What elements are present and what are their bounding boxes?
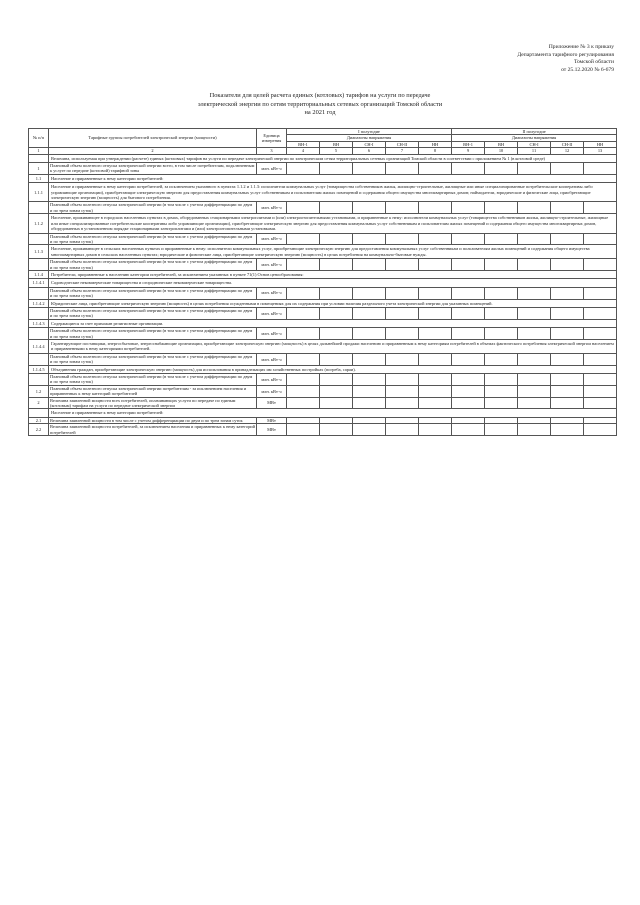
section-text: Население, проживающее в городских населенных пунктах в домах, оборудованных стационарными электроплитами и (или) электроотопительными установками, и приравненные к нему: исполнители коммунальных услуг (товарищества собственников жилья, жилищно-строительные, жилищные или иные специализированные потребительские кооперативы либо управляющие организации), приобретающие электрическую энергию для предоставления коммунальных услуг собственникам и пользователям жилых помещений и содержания общего имущества многоквартирных домов, оборудованных в установленном порядке стационарными электроплитами и (или) электроотопительными установками.	[49, 214, 617, 233]
value-cell	[518, 259, 551, 271]
row-label: Плановый объем полезного отпуска электрической энергии всего, в том числе потребителям, подключенным к услуге по передаче (котловой) тарифной зоны	[49, 163, 257, 175]
section-text: Население и приравненные к нему категории потребителей:	[49, 174, 617, 182]
value-cell	[386, 307, 419, 319]
approval-line-2: Департамента тарифного регулирования	[517, 51, 614, 58]
value-cell	[353, 328, 386, 340]
value-cell	[485, 385, 518, 397]
value-cell	[419, 424, 452, 436]
value-cell	[320, 233, 353, 245]
value-cell	[518, 287, 551, 299]
value-cell	[584, 374, 617, 386]
value-cell	[287, 307, 320, 319]
table-row	[29, 397, 617, 409]
row-unit: млн. кВт·ч	[257, 374, 287, 386]
row-label: Плановый объем полезного отпуска электрической энергии (в том числе с учетом дифференциации по двум и по трем зонам суток)	[49, 353, 257, 365]
header-colnum-cell: 12	[551, 148, 584, 154]
row-unit: МВт	[257, 424, 287, 436]
row-label: Плановый объем полезного отпуска электрической энергии (в том числе с учетом дифференциации по двум и по трем зонам суток)	[49, 307, 257, 319]
value-cell	[584, 307, 617, 319]
header-level-cell: СН-II	[386, 141, 419, 147]
value-cell	[419, 397, 452, 409]
row-label: Плановый объем полезного отпуска электрической энергии (в том числе с учетом дифференциации по двум и по трем зонам суток)	[49, 374, 257, 386]
header-colnum-cell: 1	[29, 148, 49, 154]
value-cell	[353, 287, 386, 299]
header-level-cell: СН-I	[518, 141, 551, 147]
value-cell	[386, 353, 419, 365]
approval-block	[464, 44, 614, 74]
row-number: 2	[29, 397, 49, 409]
value-cell	[452, 424, 485, 436]
value-cell	[584, 385, 617, 397]
title-line-1: Показатели для целей расчета единых (котловых) тарифов на услуги по передаче	[209, 92, 431, 99]
value-cell	[320, 307, 353, 319]
value-cell	[452, 287, 485, 299]
value-cell	[551, 385, 584, 397]
value-cell	[287, 385, 320, 397]
row-number: 1.1.3	[29, 245, 49, 259]
header-unit: Единица измерения	[257, 129, 287, 148]
section-text: Содержащиеся за счет прихожан религиозные организации.	[49, 319, 617, 327]
section-row	[29, 270, 617, 278]
table-row	[29, 259, 617, 271]
header-colnum-cell: 13	[584, 148, 617, 154]
tariff-table-body	[29, 129, 617, 436]
value-cell	[485, 353, 518, 365]
row-unit: млн. кВт·ч	[257, 287, 287, 299]
value-cell	[584, 328, 617, 340]
section-row	[29, 299, 617, 307]
value-cell	[584, 163, 617, 175]
row-unit: млн. кВт·ч	[257, 202, 287, 214]
value-cell	[386, 385, 419, 397]
value-cell	[320, 385, 353, 397]
header-colnum-cell: 7	[386, 148, 419, 154]
value-cell	[551, 202, 584, 214]
header-colnum-cell: 11	[518, 148, 551, 154]
value-cell	[320, 287, 353, 299]
value-cell	[452, 385, 485, 397]
value-cell	[353, 397, 386, 409]
value-cell	[551, 353, 584, 365]
row-unit: млн. кВт·ч	[257, 163, 287, 175]
section-row	[29, 340, 617, 354]
header-level-cell: ВН-1	[287, 141, 320, 147]
approval-line-4: от 25.12.2020 № 6-679	[561, 66, 614, 73]
section-row	[29, 183, 617, 202]
value-cell	[452, 163, 485, 175]
row-label: Плановый объем полезного отпуска электрической энергии (в том числе с учетом дифференциации по двум и по трем зонам суток)	[49, 287, 257, 299]
value-cell	[452, 328, 485, 340]
value-cell	[485, 307, 518, 319]
header-level-cell: ВН-1	[452, 141, 485, 147]
value-cell	[584, 353, 617, 365]
value-cell	[485, 374, 518, 386]
value-cell	[419, 353, 452, 365]
approval-line-1: Приложение № 3 к приказу	[548, 44, 614, 50]
value-cell	[551, 163, 584, 175]
value-cell	[287, 259, 320, 271]
document-title	[150, 92, 490, 118]
value-cell	[287, 424, 320, 436]
value-cell	[419, 328, 452, 340]
value-cell	[287, 287, 320, 299]
value-cell	[485, 424, 518, 436]
table-row	[29, 374, 617, 386]
row-number: 1.1.4.2	[29, 299, 49, 307]
value-cell	[419, 385, 452, 397]
value-cell	[551, 287, 584, 299]
row-label: Величина заявленной мощности всех потребителей, оплачивающих услуги по передаче по единым (котловым) тарифам на услуги по передаче электрической энергии	[49, 397, 257, 409]
value-cell	[518, 163, 551, 175]
table-row	[29, 233, 617, 245]
row-number: 1.1.4.4	[29, 340, 49, 354]
value-cell	[518, 328, 551, 340]
value-cell	[452, 397, 485, 409]
value-cell	[320, 397, 353, 409]
value-cell	[287, 397, 320, 409]
header-colnum-cell: 4	[287, 148, 320, 154]
value-cell	[518, 424, 551, 436]
value-cell	[584, 397, 617, 409]
value-cell	[518, 353, 551, 365]
value-cell	[386, 163, 419, 175]
row-label: Плановый объем полезного отпуска электрической энергии потребителям - за исключением населения и приравненных к нему категорий потребителей	[49, 385, 257, 397]
header-num: № п/п	[29, 129, 49, 148]
value-cell	[485, 163, 518, 175]
table-row	[29, 287, 617, 299]
row-number	[29, 202, 49, 214]
table-row	[29, 163, 617, 175]
section-row	[29, 319, 617, 327]
value-cell	[551, 397, 584, 409]
row-number: 1.1.2	[29, 214, 49, 233]
value-cell	[518, 385, 551, 397]
value-cell	[551, 328, 584, 340]
section-row	[29, 365, 617, 373]
value-cell	[419, 259, 452, 271]
row-unit: млн. кВт·ч	[257, 353, 287, 365]
value-cell	[551, 233, 584, 245]
value-cell	[353, 424, 386, 436]
table-row	[29, 328, 617, 340]
row-label: Плановый объем полезного отпуска электрической энергии (в том числе с учетом дифференциации по двум и по трем зонам суток)	[49, 259, 257, 271]
value-cell	[353, 202, 386, 214]
row-number: 1.2	[29, 385, 49, 397]
row-label: Плановый объем полезного отпуска электрической энергии (в том числе с учетом дифференциации по двум и по трем зонам суток)	[49, 328, 257, 340]
value-cell	[320, 353, 353, 365]
section-row	[29, 214, 617, 233]
table-row	[29, 307, 617, 319]
row-number: 1	[29, 163, 49, 175]
value-cell	[518, 374, 551, 386]
value-cell	[287, 328, 320, 340]
value-cell	[584, 259, 617, 271]
row-number	[29, 233, 49, 245]
value-cell	[287, 233, 320, 245]
value-cell	[386, 328, 419, 340]
row-unit: млн. кВт·ч	[257, 233, 287, 245]
row-number: 1.1.1	[29, 183, 49, 202]
value-cell	[386, 424, 419, 436]
value-cell	[485, 397, 518, 409]
section-text: Юридические лица, приобретающие электрическую энергию (мощность) в целях потребления осужденными в помещениях для их содержания при условии наличия раздельного учета электрической энергии для указанных помещений.	[49, 299, 617, 307]
header-colnum-cell: 9	[452, 148, 485, 154]
value-cell	[518, 307, 551, 319]
section-row	[29, 279, 617, 287]
header-half-2: II полугодие	[452, 129, 617, 135]
value-cell	[386, 259, 419, 271]
row-label: Плановый объем полезного отпуска электрической энергии (в том числе с учетом дифференциации по двум и по трем зонам суток)	[49, 202, 257, 214]
section-text: Население, проживающее в сельских населенных пунктах и приравненные к нему: исполнители коммунальных услуг, приобретающие электрическую энергию для предоставления коммунальных услуг собственникам и пользователям жилых помещений и содержания общего имущества многоквартирных домов в сельских населенных пунктах; юридические и физические лица, приобретающие электрическую энергию (мощность) в целях потребления на коммунально-бытовые нужды.	[49, 245, 617, 259]
header-diap-1: Диапазоны напряжения	[287, 135, 452, 141]
value-cell	[386, 397, 419, 409]
row-number	[29, 259, 49, 271]
value-cell	[485, 202, 518, 214]
value-cell	[452, 202, 485, 214]
value-cell	[518, 202, 551, 214]
header-level-cell: НН	[584, 141, 617, 147]
value-cell	[353, 233, 386, 245]
value-cell	[287, 202, 320, 214]
header-group: Тарифные группы потребителей электрической энергии (мощности)	[49, 129, 257, 148]
header-colnum-cell: 6	[353, 148, 386, 154]
row-number: 1.1.4.1	[29, 279, 49, 287]
value-cell	[419, 202, 452, 214]
value-cell	[320, 163, 353, 175]
row-label: Величина заявленной мощности потребителей, за исключением населения и приравненных к нему категорий потребителей	[50, 424, 255, 435]
row-number: 1.1.4	[29, 270, 49, 278]
row-unit: млн. кВт·ч	[257, 259, 287, 271]
value-cell	[419, 307, 452, 319]
row-unit: МВт	[257, 417, 287, 423]
section-text: Население и приравненные к нему категории потребителей:	[49, 409, 617, 417]
value-cell	[353, 374, 386, 386]
row-number	[29, 307, 49, 319]
row-number	[29, 409, 49, 417]
header-level-cell: ВН	[485, 141, 518, 147]
value-cell	[287, 163, 320, 175]
value-cell	[452, 307, 485, 319]
section-text: Гарантирующие поставщики, энергосбытовые, энергоснабжающие организации, приобретающие электрическую энергию (мощность) в целях дальнейшей продажи населению и приравненным к нему категориям потребителей в объемах фактического потребления электрической энергии населением и приравненными к нему категориями потребителей.	[49, 340, 617, 354]
value-cell	[452, 374, 485, 386]
value-cell	[419, 233, 452, 245]
header-diap-2: Диапазоны напряжения	[452, 135, 617, 141]
value-cell	[353, 163, 386, 175]
header-colnum-cell: 10	[485, 148, 518, 154]
header-colnum-cell: 5	[320, 148, 353, 154]
table-row	[29, 424, 617, 436]
header-colnum-cell: 8	[419, 148, 452, 154]
header-level-cell: СН-I	[353, 141, 386, 147]
section-text: Величина, используемая при утверждении (расчете) единых (котловых) тарифов на услуги по передаче электрической энергии по электрическим сетям территориальных сетевых организаций Томской области в соответствии с приложением № 1 (в котловой среде)	[49, 154, 617, 162]
value-cell	[386, 287, 419, 299]
row-label: Величина заявленной мощности в том числе с учетом дифференциации по двум и по трем зонам суток	[49, 417, 257, 423]
header-level-cell: ВН	[320, 141, 353, 147]
title-line-3: на 2021 год	[304, 109, 336, 117]
header-level-cell: НН	[419, 141, 452, 147]
value-cell	[353, 307, 386, 319]
table-row	[29, 385, 617, 397]
value-cell	[320, 328, 353, 340]
row-number: 2.2	[29, 424, 49, 436]
row-unit: млн. кВт·ч	[257, 328, 287, 340]
row-label: Плановый объем полезного отпуска электрической энергии (в том числе с учетом дифференциации по двум и по трем зонам суток)	[49, 233, 257, 245]
value-cell	[452, 233, 485, 245]
value-cell	[584, 424, 617, 436]
table-row	[29, 353, 617, 365]
section-text: Население и приравненные к нему категории потребителей, за исключением указанного в пунктах 1.1.2 и 1.1.3: исполнители коммунальных услуг (товарищества собственников жилья, жилищно-строительные, жилищные или иные специализированные потребительские кооперативы либо управляющие организации), приобретающие электрическую энергию для предоставления коммунальных услуг собственникам и пользователям жилых помещений и содержания общего имущества многоквартирных домов; наймодатели, юридические и физические лица, приобретающие электрическую энергию (мощность) для бытового потребления.	[49, 183, 617, 202]
value-cell	[386, 374, 419, 386]
value-cell	[320, 424, 353, 436]
row-number: 1.1.4.3	[29, 319, 49, 327]
section-row	[29, 174, 617, 182]
row-number: 1.1.4.5	[29, 365, 49, 373]
value-cell	[419, 287, 452, 299]
row-unit: МВт	[257, 397, 287, 409]
value-cell	[485, 233, 518, 245]
value-cell	[485, 287, 518, 299]
table-row	[29, 202, 617, 214]
value-cell	[419, 163, 452, 175]
tariff-table	[28, 128, 617, 436]
value-cell	[287, 353, 320, 365]
value-cell	[452, 259, 485, 271]
value-cell	[485, 259, 518, 271]
value-cell	[320, 202, 353, 214]
row-unit: млн. кВт·ч	[257, 385, 287, 397]
row-unit: млн. кВт·ч	[257, 307, 287, 319]
value-cell	[551, 424, 584, 436]
section-row	[29, 409, 617, 417]
value-cell	[419, 374, 452, 386]
value-cell	[485, 328, 518, 340]
row-number	[29, 287, 49, 299]
header-colnum-cell: 3	[257, 148, 287, 154]
value-cell	[518, 233, 551, 245]
value-cell	[320, 259, 353, 271]
section-text: Объединения граждан, приобретающие электрическую энергию (мощность) для использования в принадлежащих им хозяйственных постройках (погреба, сараи).	[49, 365, 617, 373]
value-cell	[518, 397, 551, 409]
value-cell	[551, 259, 584, 271]
value-cell	[287, 374, 320, 386]
row-number: 1.1	[29, 174, 49, 182]
value-cell	[353, 259, 386, 271]
value-cell	[452, 353, 485, 365]
row-number	[29, 374, 49, 386]
section-text: Садоводческие некоммерческие товарищества и огороднические некоммерческие товарищества.	[49, 279, 617, 287]
value-cell	[386, 233, 419, 245]
value-cell	[584, 233, 617, 245]
value-cell	[551, 307, 584, 319]
header-level-cell: СН-II	[551, 141, 584, 147]
value-cell	[551, 374, 584, 386]
value-cell	[584, 202, 617, 214]
value-cell	[320, 374, 353, 386]
section-text: Потребители, приравненные к населению категории потребителей, за исключением указанных в пункте 71(1) Основ ценообразования:	[49, 270, 617, 278]
row-number: 2.1	[29, 417, 49, 423]
approval-line-3: Томской области	[573, 59, 614, 66]
row-number	[29, 154, 49, 162]
section-row	[29, 245, 617, 259]
row-number	[29, 328, 49, 340]
header-half-1: I полугодие	[287, 129, 452, 135]
value-cell	[353, 353, 386, 365]
value-cell	[386, 202, 419, 214]
title-line-2: электрической энергии по сетям территориальных сетевых организаций Томской области	[197, 100, 443, 108]
header-colnum-cell: 2	[49, 148, 257, 154]
value-cell	[353, 385, 386, 397]
row-number	[29, 353, 49, 365]
section-row	[29, 154, 617, 162]
value-cell	[584, 287, 617, 299]
